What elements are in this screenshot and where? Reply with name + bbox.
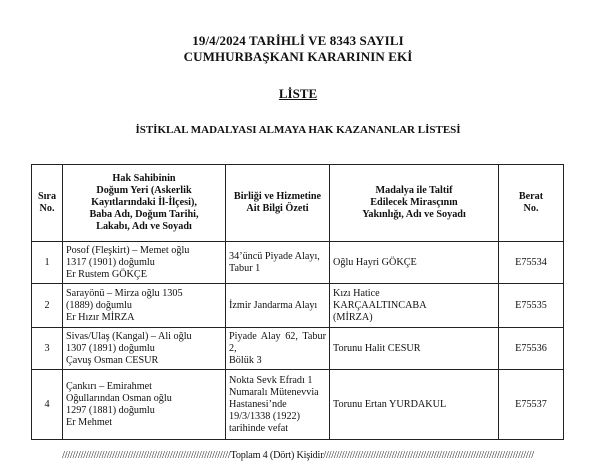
table-total-line	[0, 450, 596, 461]
row-hak-sahibi: Sarayönü – Mirza oğlu 1305 (1889) doğumlu Er Hızır MİRZA	[63, 284, 226, 328]
row-berat: E75534	[499, 242, 564, 284]
recipients-table	[31, 164, 564, 440]
left-slash-fill: ////////////////////////////////////////////////////////////////	[62, 450, 231, 461]
row-birlik: Piyade Alay 62, Tabur 2, Bölük 3	[226, 328, 330, 370]
header-line-2: CUMHURBAŞKANI KARARININ EKİ	[183, 49, 413, 64]
row-birlik: 34’üncü Piyade Alayı, Tabur 1	[226, 242, 330, 284]
header-birlik: Birliği ve Hizmetine Ait Bilgi Özeti	[226, 165, 330, 242]
row-birlik: İzmir Jandarma Alayı	[226, 284, 330, 328]
row-no: 4	[32, 370, 63, 440]
row-mirasci: Torunu Halit CESUR	[330, 328, 499, 370]
table-title: İSTİKLAL MADALYASI ALMAYA HAK KAZANANLAR LİSTESİ	[135, 124, 461, 136]
table-row	[32, 284, 564, 328]
row-mirasci: Torunu Ertan YURDAKUL	[330, 370, 499, 440]
table-row	[32, 370, 564, 440]
header-madalya: Madalya ile Taltif Edilecek Mirasçının Yakınlığı, Adı ve Soyadı	[330, 165, 499, 242]
row-no: 3	[32, 328, 63, 370]
table-row	[32, 328, 564, 370]
row-hak-sahibi: Sivas/Ulaş (Kangal) – Ali oğlu 1307 (1891) doğumlu Çavuş Osman CESUR	[63, 328, 226, 370]
row-berat: E75535	[499, 284, 564, 328]
right-slash-fill: ////////////////////////////////////////////////////////////////////////////////	[323, 450, 534, 461]
list-heading: LİSTE	[278, 86, 318, 101]
header-sira: Sıra No.	[32, 165, 63, 242]
document-header	[0, 33, 596, 65]
row-berat: E75536	[499, 328, 564, 370]
header-line-1: 19/4/2024 TARİHLİ VE 8343 SAYILI	[192, 33, 404, 48]
row-hak-sahibi: Posof (Fleşkirt) – Memet oğlu 1317 (1901) doğumlu Er Rustem GÖKÇE	[63, 242, 226, 284]
row-no: 1	[32, 242, 63, 284]
header-berat: Berat No.	[499, 165, 564, 242]
row-mirasci: Oğlu Hayri GÖKÇE	[330, 242, 499, 284]
row-hak-sahibi: Çankırı – Emirahmet Oğullarından Osman oğlu 1297 (1881) doğumlu Er Mehmet	[63, 370, 226, 440]
table-row	[32, 242, 564, 284]
row-berat: E75537	[499, 370, 564, 440]
row-no: 2	[32, 284, 63, 328]
row-birlik: Nokta Sevk Efradı 1 Numaralı Mütenevvia Hastanesi’nde 19/3/1338 (1922) tarihinde vefat	[226, 370, 330, 440]
row-mirasci: Kızı Hatice KARÇAALTINCABA (MİRZA)	[330, 284, 499, 328]
table-header-row	[32, 165, 564, 242]
header-hak-sahibi: Hak Sahibinin Doğum Yeri (Askerlik Kayıtlarındaki İl-İlçesi), Baba Adı, Doğum Tarihi, Lakabı, Adı ve Soyadı	[63, 165, 226, 242]
table-total: Toplam 4 (Dört) Kişidir	[230, 450, 324, 461]
